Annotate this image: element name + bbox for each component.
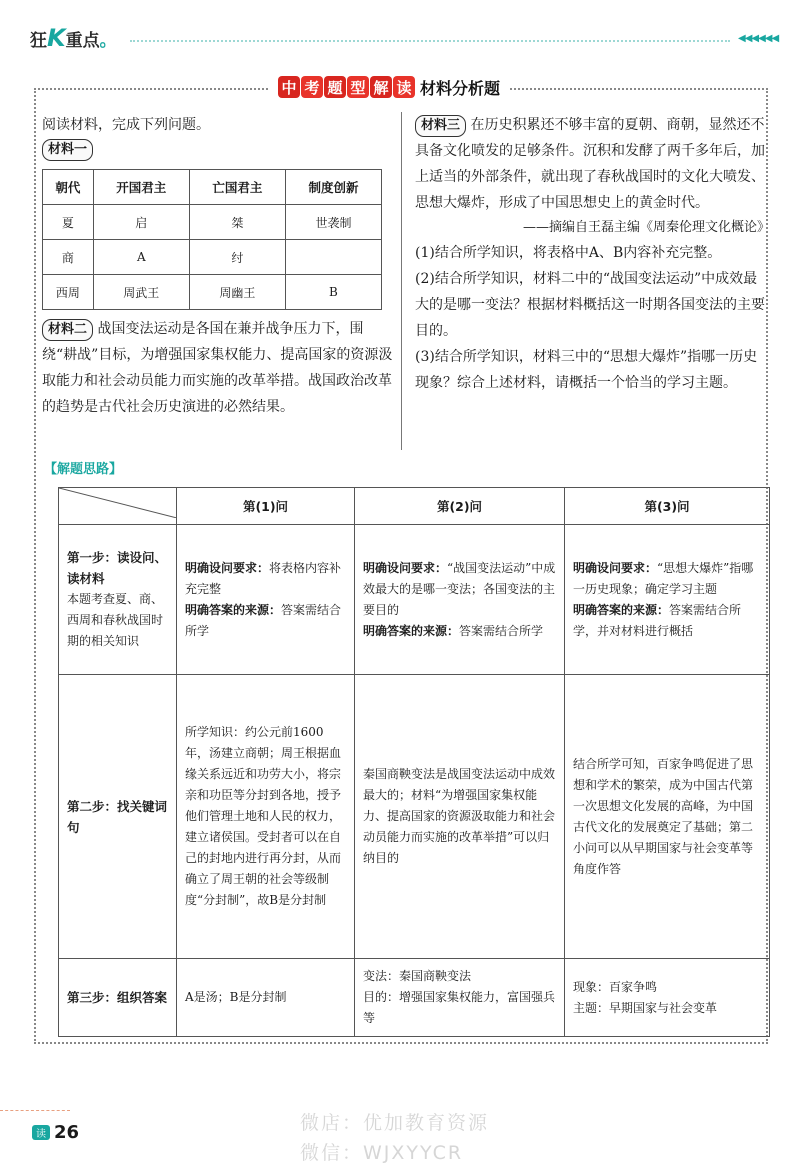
section-banner: 中 考 题 型 解 读 材料分析题 xyxy=(270,72,508,102)
table-row: 第三步：组织答案 A是汤；B是分封制 变法：秦国商鞅变法 目的：增强国家集权能力，富国强兵等 现象：百家争鸣 主题：早期国家与社会变革 xyxy=(59,959,770,1037)
material-3-source: ——摘编自王磊主编《周秦伦理文化概论》 xyxy=(522,220,770,235)
material-left xyxy=(42,112,394,420)
table-row: 商 A 纣 xyxy=(43,240,382,275)
material-3: 材料三 在历史积累还不够丰富的夏朝、商朝，显然还不具备文化喷发的足够条件。沉积和发酵了两千多年后，加上适当的外部条件，就出现了春秋战国时的文化大喷发、思想大爆炸，形成了中国思想史上的黄金时代。 xyxy=(415,117,765,211)
question-2: (2)结合所学知识，材料二中的“战国变法运动”中成效最大的是哪一变法？根据材料概括这一时期各国变法的主要目的。 xyxy=(415,271,765,339)
table-row: 第一步：读设问、读材料 本题考查夏、商、西周和春秋战国时期的相关知识 明确设问要求：将表格内容补充完整 明确答案的来源：答案需结合所学 明确设问要求：“战国变法运动”中成效最大的是哪一变法；各国变法的主要目的 明确答案的来源：答案需结合所学 明确设问要求：“思想大爆炸”指哪一历史现象；确定学习主题 明确答案的来源：答案需结合所学，并对材料进行概括 xyxy=(59,525,770,675)
step-2-cell: 第二步：找关键词句 xyxy=(59,675,177,959)
book-icon: 读 xyxy=(32,1125,50,1140)
material-3-label: 材料三 xyxy=(415,115,466,137)
table-row: 第二步：找关键词句 所学知识：约公元前1600年，汤建立商朝；周王根据血缘关系远近和功劳大小，将宗亲和功臣等分封到各地，授予他们管理土地和人民的权力，建立诸侯国。受封者可以在自己的封地内进行再分封，从而确立了周王朝的社会等级制度“分封制”，故B是分封制 秦国商鞅变法是战国变法运动中成效最大的；材料“为增强国家集权能力、提高国家的资源汲取能力和社会动员能力而实施的改革举措”可以归纳目的 结合所学可知，百家争鸣促进了思想和学术的繁荣，成为中国古代第一次思想文化发展的高峰，为中国古代文化的发展奠定了基础；第二小问可以从早期国家与社会变革等角度作答 xyxy=(59,675,770,959)
col-header: 第(1)问 xyxy=(177,488,355,525)
corner-decoration xyxy=(0,1110,70,1121)
arrow-decoration-icon: ◀◀◀◀◀◀ xyxy=(738,33,779,44)
header-rule xyxy=(130,40,730,42)
material-right xyxy=(415,112,770,396)
diagonal-header-cell xyxy=(59,488,177,525)
col-header: 第(2)问 xyxy=(355,488,565,525)
material-2: 材料二 战国变法运动是各国在兼并战争压力下，围绕“耕战”目标，为增强国家集权能力、提高国家的资源汲取能力和社会动员能力而实施的改革举措。战国政治改革的趋势是古代社会历史演进的必然结果。 xyxy=(42,321,393,415)
brand-logo: 狂K重点。 xyxy=(30,24,117,52)
question-3: (3)结合所学知识，材料三中的“思想大爆炸”指哪一历史现象？综合上述材料，请概括一个恰当的学习主题。 xyxy=(415,349,758,391)
material-2-label: 材料二 xyxy=(42,319,93,341)
diagonal-line-icon xyxy=(59,488,177,518)
watermark: 微店：优加教育资源 微信：WJXYYCR xyxy=(300,1112,490,1164)
solution-table xyxy=(58,487,770,1037)
question-1: (1)结合所学知识，将表格中A、B内容补充完整。 xyxy=(415,245,722,261)
step-1-cell: 第一步：读设问、读材料 本题考查夏、商、西周和春秋战国时期的相关知识 xyxy=(59,525,177,675)
page-number: 读 26 xyxy=(32,1122,79,1143)
dynasty-table: 朝代 开国君主 亡国君主 制度创新 夏 启 桀 世袭制 商 A 纣 西周 周武王 周幽王 B xyxy=(42,169,382,310)
section-subtitle: 材料分析题 xyxy=(420,78,501,98)
table-row: 西周 周武王 周幽王 B xyxy=(43,275,382,310)
col-header: 第(3)问 xyxy=(565,488,770,525)
step-3-cell: 第三步：组织答案 xyxy=(59,959,177,1037)
table-row: 夏 启 桀 世袭制 xyxy=(43,205,382,240)
column-divider xyxy=(401,112,402,450)
solution-heading: 【解题思路】 xyxy=(44,462,123,477)
intro-text: 阅读材料，完成下列问题。 xyxy=(42,117,210,133)
material-1-label: 材料一 xyxy=(42,139,93,161)
